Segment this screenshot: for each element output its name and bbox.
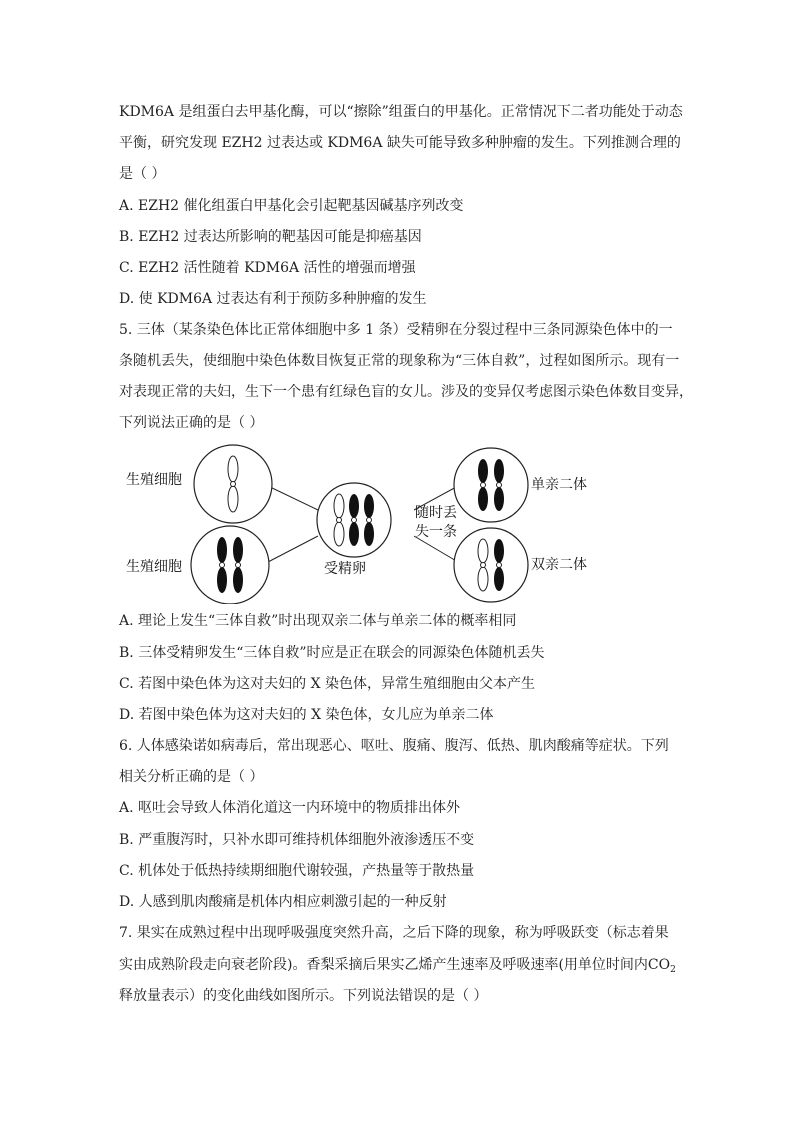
biparental-disomy-cell xyxy=(454,528,528,602)
q7-stem-line-2 xyxy=(119,955,676,980)
q7-stem-line-3: 释放量表示）的变化曲线如图所示。下列说法错误的是（ ） xyxy=(119,988,488,1004)
q5-stem-line-2: 条随机丢失，使细胞中染色体数目恢复正常的现象称为“三体自救”，过程如图所示。现有一 xyxy=(119,353,680,369)
co2-subscript: 2 xyxy=(670,965,676,975)
q4-option-b: B. EZH2 过表达所影响的靶基因可能是抑癌基因 xyxy=(119,229,422,245)
q4-stem-line-3: 是（ ） xyxy=(119,166,166,182)
germ-cell-bottom-label: 生殖细胞 xyxy=(126,559,182,575)
q6-option-c: C. 机体处于低热持续期细胞代谢较强，产热量等于散热量 xyxy=(119,863,475,879)
connector-top-germ-to-zygote xyxy=(268,486,318,510)
germ-cell-top-label: 生殖细胞 xyxy=(126,472,182,488)
q6-stem-line-2: 相关分析正确的是（ ） xyxy=(119,769,264,785)
q4-stem-line-2: 平衡，研究发现 EZH2 过表达或 KDM6A 缺失可能导致多种肿瘤的发生。下列推测合理的 xyxy=(119,135,681,151)
q7-stem-line-2-text: 实由成熟阶段走向衰老阶段)。香梨采摘后果实乙烯产生速率及呼吸速率(用单位时间内CO xyxy=(119,957,671,973)
random-loss-label-line-1: 随时丢 xyxy=(415,505,457,521)
q5-option-a: A. 理论上发生“三体自救”时出现双亲二体与单亲二体的概率相同 xyxy=(119,613,517,629)
random-loss-label-line-2: 失一条 xyxy=(415,524,457,540)
q5-stem-line-1: 5. 三体（某条染色体比正常体细胞中多 1 条）受精卵在分裂过程中三条同源染色体中的一 xyxy=(119,322,673,338)
q5-stem-line-4: 下列说法正确的是（ ） xyxy=(119,415,264,431)
q5-option-d: D. 若图中染色体为这对夫妇的 X 染色体，女儿应为单亲二体 xyxy=(119,707,494,723)
uniparental-disomy-cell xyxy=(454,448,528,522)
q5-option-b: B. 三体受精卵发生“三体自救”时应是正在联会的同源染色体随机丢失 xyxy=(119,645,545,661)
trisomy-rescue-diagram xyxy=(118,444,618,604)
q7-stem-line-1: 7. 果实在成熟过程中出现呼吸强度突然升高，之后下降的现象，称为呼吸跃变（标志着果 xyxy=(119,925,669,941)
q6-stem-line-1: 6. 人体感染诺如病毒后，常出现恶心、呕吐、腹痛、腹泻、低热、肌肉酸痛等症状。下列 xyxy=(119,738,669,754)
q6-option-b: B. 严重腹泻时，只补水即可维持机体细胞外液渗透压不变 xyxy=(119,832,475,848)
q4-stem-line-1: KDM6A 是组蛋白去甲基化酶，可以“擦除”组蛋白的甲基化。正常情况下二者功能处于动态 xyxy=(119,104,683,120)
q5-stem-line-3: 对表现正常的夫妇，生下一个患有红绿色盲的女儿。涉及的变异仅考虑图示染色体数目变异， xyxy=(119,384,693,400)
biparental-disomy-label: 双亲二体 xyxy=(531,557,587,573)
q4-option-d: D. 使 KDM6A 过表达有利于预防多种肿瘤的发生 xyxy=(119,291,427,307)
germ-cell-bottom xyxy=(191,526,269,604)
zygote-cell xyxy=(317,483,391,557)
connector-bottom-germ-to-zygote xyxy=(268,536,318,562)
germ-cell-top xyxy=(194,445,272,523)
uniparental-disomy-label: 单亲二体 xyxy=(531,477,587,493)
q6-option-a: A. 呕吐会导致人体消化道这一内环境中的物质排出体外 xyxy=(119,800,461,816)
q5-option-c: C. 若图中染色体为这对夫妇的 X 染色体，异常生殖细胞由父本产生 xyxy=(119,676,535,692)
q6-option-d: D. 人感到肌肉酸痛是机体内相应刺激引起的一种反射 xyxy=(119,894,447,910)
q4-option-a: A. EZH2 催化组蛋白甲基化会引起靶基因碱基序列改变 xyxy=(119,198,464,214)
q4-option-c: C. EZH2 活性随着 KDM6A 活性的增强而增强 xyxy=(119,260,416,276)
zygote-label: 受精卵 xyxy=(324,561,366,577)
